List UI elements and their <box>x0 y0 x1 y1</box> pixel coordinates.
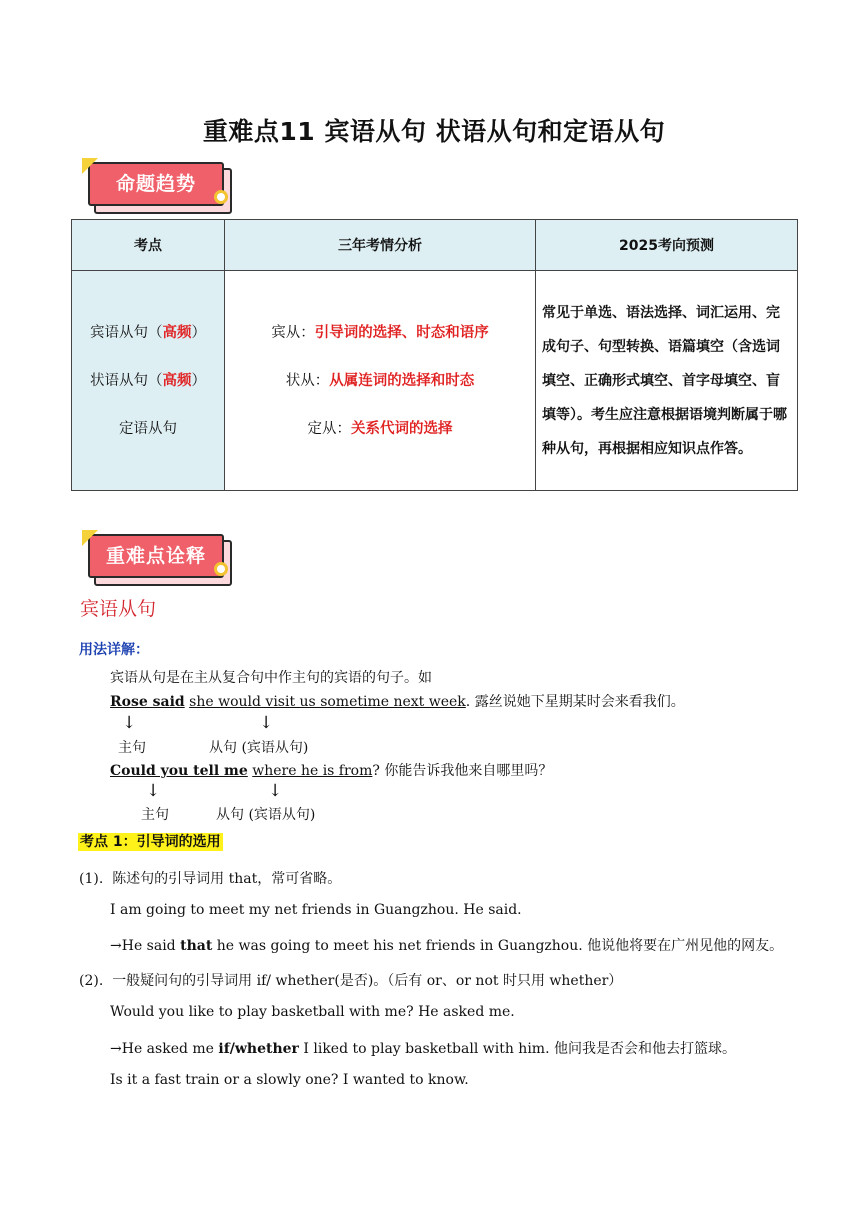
sub-clause-label: 从句 (宾语从句) <box>209 740 309 756</box>
kaodian-label: 考点 1：引导词的选用 <box>80 834 221 850</box>
explain-badge-label: 重难点诠释 <box>88 534 224 578</box>
sentence: →He asked me if/whether I liked to play basketball with him. 他问我是否会和他去打篮球。 <box>110 1041 736 1057</box>
list-item: (1). 陈述句的引导词用 that，常可省略。 <box>79 871 342 887</box>
example-1: Rose said she would visit us sometime next week. 露丝说她下星期某时会来看我们。 <box>110 694 685 710</box>
ring-icon <box>214 562 228 576</box>
flag-icon <box>82 158 98 174</box>
analysis-item: 定从：关系代词的选择 <box>307 419 453 437</box>
sub-clause-label: 从句 (宾语从句) <box>216 807 316 823</box>
arrow-down-icon: ↓ <box>259 713 274 733</box>
trend-badge-label: 命题趋势 <box>88 162 224 206</box>
point-item: 状语从句（高频） <box>90 371 206 389</box>
sentence: →He said that he was going to meet his net friends in Guangzhou. 他说他将要在广州见他的网友。 <box>110 938 784 954</box>
table-header-row <box>72 220 798 271</box>
main-clause-label: 主句 <box>118 740 146 756</box>
sentence: I am going to meet my net friends in Guangzhou. He said. <box>110 902 522 918</box>
forecast-cell: 常见于单选、语法选择、词汇运用、完成句子、句型转换、语篇填空（含选词填空、正确形式填空、首字母填空、盲填等）。考生应注意根据语境判断属于哪种从句，再根据相应知识点作答。 <box>536 271 798 491</box>
arrow-down-icon: ↓ <box>146 781 161 801</box>
usage-label: 用法详解： <box>79 642 149 658</box>
header-points: 考点 <box>72 220 225 271</box>
header-analysis: 三年考情分析 <box>225 220 536 271</box>
header-forecast: 2025考向预测 <box>536 220 798 271</box>
arrow-down-icon: ↓ <box>122 713 137 733</box>
analysis-item: 宾从：引导词的选择、时态和语序 <box>271 323 489 341</box>
main-clause-label: 主句 <box>141 807 169 823</box>
sentence: Is it a fast train or a slowly one? I wanted to know. <box>110 1072 469 1088</box>
list-item: (2). 一般疑问句的引导词用 if/ whether(是否)。（后有 or、or not 时只用 whether） <box>79 973 623 989</box>
example-2: Could you tell me where he is from? 你能告诉我他来自哪里吗？ <box>110 763 553 779</box>
intro-text: 宾语从句是在主从复合句中作主句的宾语的句子。如 <box>110 670 432 686</box>
table-row <box>72 271 798 491</box>
arrow-down-icon: ↓ <box>268 781 283 801</box>
trend-table <box>71 219 798 491</box>
flag-icon <box>82 530 98 546</box>
analysis-item: 状从：从属连词的选择和时态 <box>285 371 475 389</box>
point-item: 宾语从句（高频） <box>90 323 206 341</box>
point-item: 定语从句 <box>119 420 177 437</box>
section-title: 宾语从句 <box>80 598 157 620</box>
points-cell <box>72 271 225 491</box>
trend-badge <box>82 158 232 212</box>
ring-icon <box>214 190 228 204</box>
sentence: Would you like to play basketball with me? He asked me. <box>110 1004 515 1020</box>
page-title: 重难点11 宾语从句 状语从句和定语从句 <box>202 117 666 146</box>
analysis-cell <box>225 271 536 491</box>
explain-badge <box>82 530 232 584</box>
